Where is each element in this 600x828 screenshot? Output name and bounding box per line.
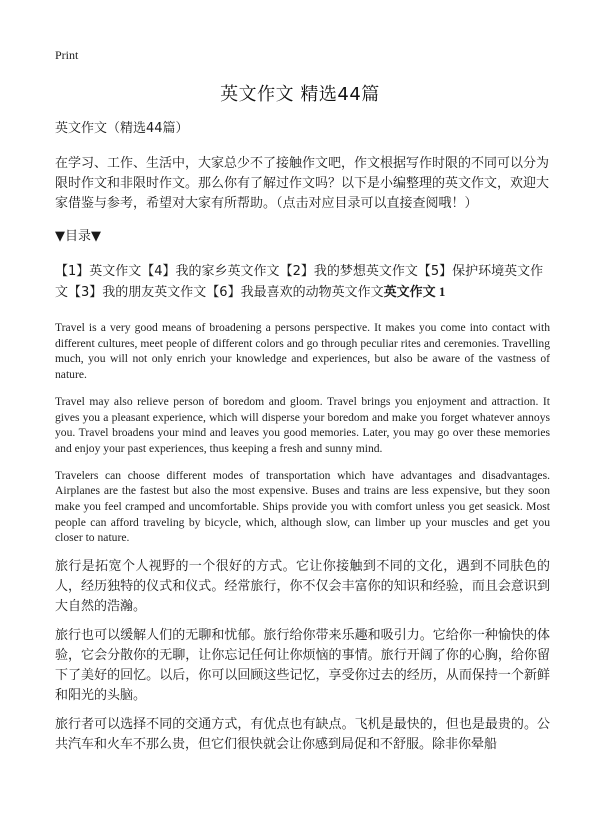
english-paragraph: Travel may also relieve person of boredom and gloom. Travel brings you enjoyment and attraction. It gives you a pleasant experience, which will disperse your boredom and make you forget whatever annoys you. Travel broadens your mind and leaves you good memories. Later, you may go over these memories and enjoy your past experiences, thus keeping a fresh and sunny mind. — [55, 394, 550, 455]
chinese-paragraph: 旅行是拓宽个人视野的一个很好的方式。它让你接触到不同的文化，遇到不同肤色的人，经历独特的仪式和仪式。经常旅行，你不仅会丰富你的知识和经验，而且会意识到大自然的浩瀚。 — [55, 559, 550, 615]
page-title: 英文作文 精选44篇 — [220, 84, 380, 105]
toc-current-section — [384, 284, 446, 299]
toc-current-label: 英文作文 — [383, 285, 436, 300]
toc-item-3[interactable]: 【3】我的朋友英文作文 — [68, 285, 207, 300]
intro-paragraph: 在学习、工作、生活中，大家总少不了接触作文吧，作文根据写作时限的不同可以分为限时作文和非限时作文。那么你有了解过作文吗？以下是小编整理的英文作文，欢迎大家借鉴与参考，希望对大家有所帮助。（点击对应目录可以直接查阅哦！） — [55, 156, 550, 211]
english-paragraph: Travel is a very good means of broadening a persons perspective. It makes you come into contact with different cultures, meet people of different colors and go through peculiar rites and ceremonies. Travelling much, you will not only enrich your knowledge and experiences, but also be aware of the vastness of nature. — [55, 321, 550, 382]
table-of-contents — [55, 262, 550, 303]
print-link[interactable]: Print — [55, 48, 79, 62]
toc-item-2[interactable]: 【2】我的梦想英文作文 — [279, 264, 418, 279]
toc-current-number: 1 — [438, 284, 446, 299]
document-body — [55, 119, 550, 764]
toc-item-1[interactable]: 【1】英文作文 — [55, 264, 142, 279]
toc-item-5[interactable]: 【5】保护环境英文作文 — [55, 264, 544, 300]
english-paragraph: Travelers can choose different modes of transportation which have advantages and disadvantages. Airplanes are the fastest but also the most expensive. Buses and trains are less expensive, but they soon make you feel cramped and uncomfortable. Ships provide you with comfort unless you get seasick. Most people can afford traveling by bicycle, which, although slow, can limber up your muscles and get you closer to nature. — [55, 468, 550, 545]
toc-item-6[interactable]: 【6】我最喜欢的动物英文作文 — [206, 285, 384, 300]
chinese-paragraph: 旅行者可以选择不同的交通方式，有优点也有缺点。飞机是最快的，但也是最贵的。公共汽车和火车不那么贵，但它们很快就会让你感到局促和不舒服。除非你晕船 — [55, 717, 550, 753]
toc-item-4[interactable]: 【4】我的家乡英文作文 — [141, 264, 280, 279]
chinese-paragraph: 旅行也可以缓解人们的无聊和忧郁。旅行给你带来乐趣和吸引力。它给你一种愉快的体验，它会分散你的无聊，让你忘记任何让你烦恼的事情。旅行开阔了你的心胸，给你留下了美好的回忆。以后，你可以回顾这些记忆，享受你过去的经历，从而保持一个新鲜和阳光的头脑。 — [55, 628, 550, 704]
toc-header: ▼目录▼ — [55, 229, 101, 244]
document-subtitle: 英文作文（精选44篇） — [55, 121, 189, 136]
